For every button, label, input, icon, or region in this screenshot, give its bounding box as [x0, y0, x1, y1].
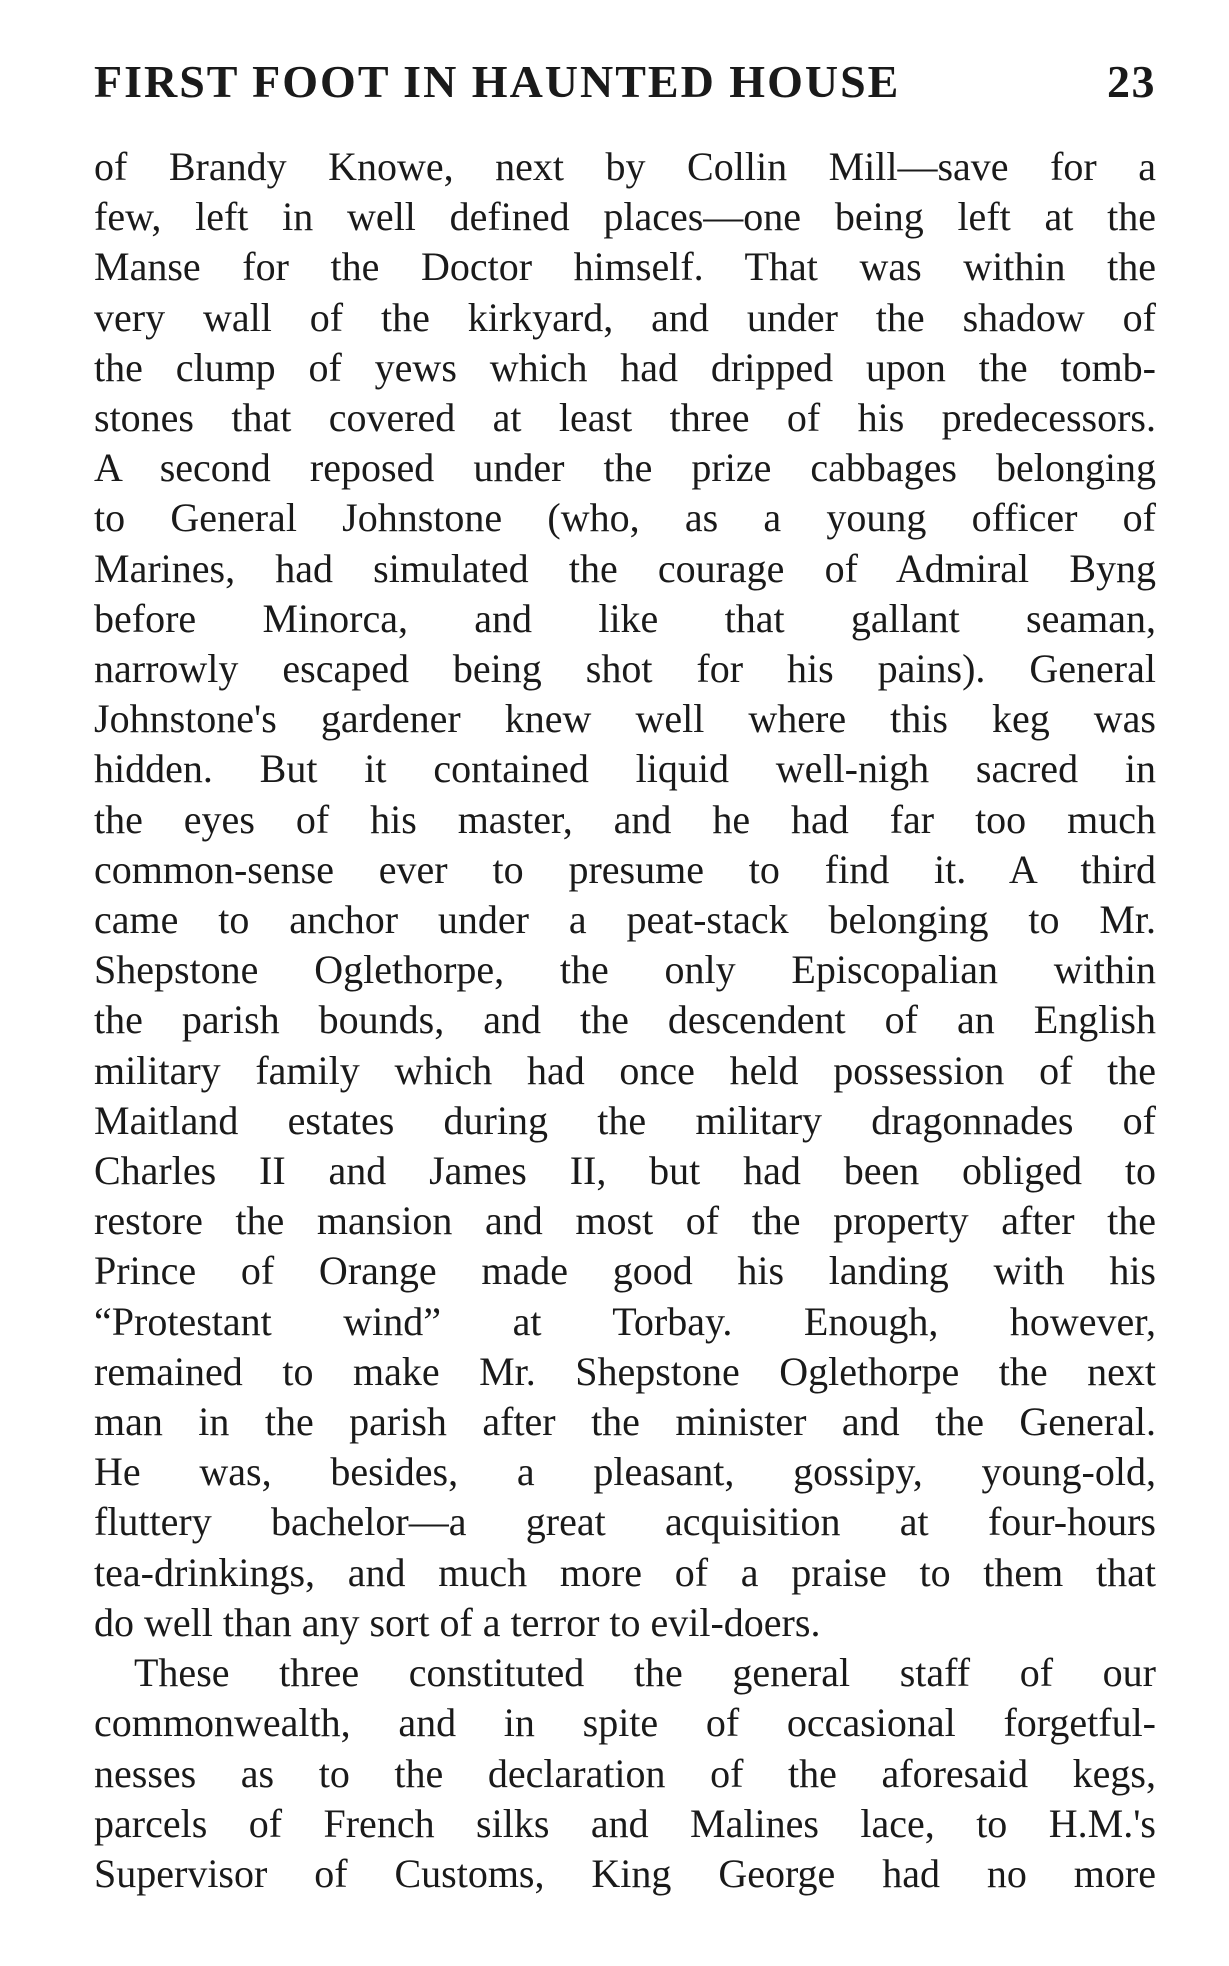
paragraph-2	[94, 1648, 1156, 1899]
text-line: Supervisor of Customs, King George had no more	[94, 1850, 1156, 1896]
text-line: “Protestant wind” at Torbay. Enough, however,	[94, 1298, 1156, 1344]
text-line: Charles II and James II, but had been obliged to	[94, 1148, 1156, 1194]
text-line: remained to make Mr. Shepstone Oglethorpe the next	[94, 1348, 1156, 1394]
text-line: Johnstone's gardener knew well where this keg was	[94, 696, 1156, 742]
text-line: came to anchor under a peat-stack belonging to Mr.	[94, 897, 1156, 943]
text-line: of Brandy Knowe, next by Collin Mill—save for a	[94, 144, 1156, 189]
text-line: very wall of the kirkyard, and under the shadow of	[94, 294, 1156, 340]
text-line: stones that covered at least three of his predecessors.	[94, 395, 1156, 441]
text-line: do well than any sort of a terror to evil-doers.	[94, 1599, 821, 1645]
running-head-title: FIRST FOOT IN HAUNTED HOUSE	[94, 56, 901, 107]
text-line: before Minorca, and like that gallant seaman,	[94, 595, 1156, 641]
text-line: to General Johnstone (who, as a young officer of	[94, 495, 1156, 541]
text-line: These three constituted the general staff of our	[134, 1650, 1156, 1696]
text-line: the clump of yews which had dripped upon the tomb-	[94, 344, 1156, 390]
text-line: Manse for the Doctor himself. That was within the	[94, 244, 1156, 290]
text-line: Shepstone Oglethorpe, the only Episcopalian within	[94, 947, 1156, 993]
book-page	[94, 52, 1156, 1899]
text-line: tea-drinkings, and much more of a praise to them that	[94, 1549, 1156, 1595]
text-line: Marines, had simulated the courage of Admiral Byng	[94, 545, 1156, 591]
text-line: military family which had once held possession of the	[94, 1047, 1156, 1093]
body-text	[94, 142, 1156, 1899]
text-line: Prince of Orange made good his landing with his	[94, 1248, 1156, 1294]
page-number: 23	[1107, 56, 1156, 107]
text-line: restore the mansion and most of the property after the	[94, 1198, 1156, 1244]
text-line: man in the parish after the minister and the General.	[94, 1399, 1156, 1445]
text-line: the eyes of his master, and he had far too much	[94, 796, 1156, 842]
text-line: Maitland estates during the military dragonnades of	[94, 1097, 1156, 1143]
text-line: narrowly escaped being shot for his pains). General	[94, 646, 1156, 692]
text-line: fluttery bachelor—a great acquisition at four-hours	[94, 1499, 1156, 1545]
text-line: He was, besides, a pleasant, gossipy, young-old,	[94, 1449, 1156, 1495]
running-head	[94, 52, 1156, 138]
text-line: few, left in well defined places—one being left at the	[94, 194, 1156, 240]
text-line: commonwealth, and in spite of occasional forgetful-	[94, 1700, 1156, 1746]
text-line: A second reposed under the prize cabbages belonging	[94, 445, 1156, 491]
text-line: hidden. But it contained liquid well-nigh sacred in	[94, 746, 1156, 792]
text-line: parcels of French silks and Malines lace, to H.M.'s	[94, 1800, 1156, 1846]
paragraph-1	[94, 142, 1156, 1648]
text-line: the parish bounds, and the descendent of an English	[94, 997, 1156, 1043]
text-line: common-sense ever to presume to find it. A third	[94, 846, 1156, 892]
text-line: nesses as to the declaration of the aforesaid kegs,	[94, 1750, 1156, 1796]
